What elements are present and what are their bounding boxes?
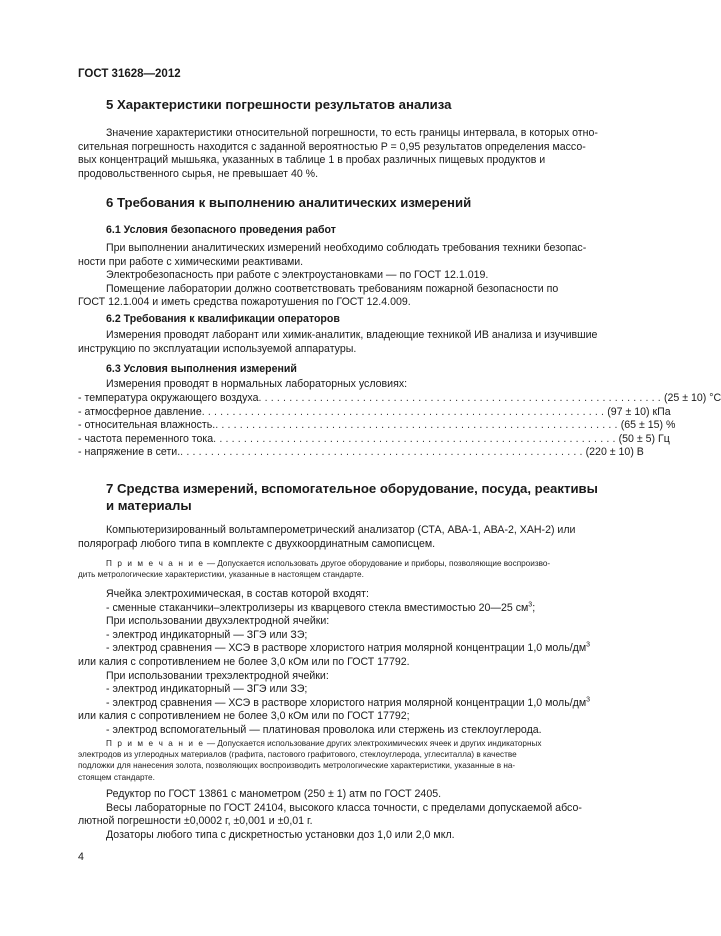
dot-leader: .................................................................. (215, 419, 621, 432)
condition-value: (220 ± 10) В (585, 446, 644, 459)
subsection-6-1-title: 6.1 Условия безопасного проведения работ (106, 224, 336, 236)
subsection-6-2-title: 6.2 Требования к квалификации операторов (106, 313, 340, 325)
conditions-intro (78, 378, 614, 392)
condition-value: (97 ± 10) кПа (607, 405, 671, 418)
subsection-6-2-text (78, 329, 614, 356)
condition-row (78, 405, 671, 420)
note-label: П р и м е ч а н и е (106, 559, 205, 568)
note-line: подложки для нанесения золота, позволяющих воспроизводить метрологические характеристики, указанные в на- (78, 761, 516, 771)
note-line (78, 738, 614, 749)
text-line: При использовании двухэлектродной ячейки: (106, 615, 330, 628)
title-line: и материалы (106, 498, 192, 513)
note-label: П р и м е ч а н и е (106, 739, 205, 748)
condition-row (78, 392, 721, 406)
text-segment: ; (532, 601, 536, 614)
condition-row (78, 446, 644, 460)
text-line: При использовании трехэлектродной ячейки: (106, 669, 329, 682)
text-line: - электрод индикаторный — ЗГЭ или ЗЭ; (106, 683, 308, 696)
section-7-title (106, 480, 616, 514)
cell-paragraph (78, 588, 614, 738)
text-line: вых концентраций мышьяка, указанных в таблице 1 в пробах различных пищевых продуктов и (78, 154, 546, 167)
text-line: инструкцию по эксплуатации используемой аппаратуры. (78, 342, 357, 355)
note-text: — Допускается использование других электрохимических ячеек и других индикаторных (206, 739, 542, 748)
condition-label: - температура окружающего воздуха (78, 392, 259, 404)
text-line: или калия с сопротивлением не более 3,0 кОм или по ГОСТ 17792; (78, 710, 410, 723)
note-line: стоящем стандарте. (78, 772, 155, 782)
dot-leader: .................................................................. (180, 446, 586, 459)
text-line: Значение характеристики относительной погрешности, то есть границы интервала, в которых отно- (106, 127, 598, 139)
dot-leader: .................................................................. (258, 392, 664, 404)
note-line: электродов из углеродных материалов (графита, пастового графитового, стеклоуглерода, углеситалла) в качестве (78, 750, 517, 760)
standard-header: ГОСТ 31628—2012 (78, 68, 181, 80)
text-line: - электрод вспомогательный — платиновая проволока или стержень из стеклоуглерода. (106, 723, 542, 736)
condition-row (78, 432, 670, 447)
condition-label: - атмосферное давление (78, 405, 202, 418)
superscript: 3 (586, 696, 591, 704)
note-2 (78, 738, 614, 783)
condition-value: (50 ± 5) Гц (618, 432, 670, 445)
condition-label: - относительная влажность. (78, 419, 216, 432)
text-line: При выполнении аналитических измерений необходимо соблюдать требования техники безопас- (106, 242, 587, 254)
text-line: - электрод индикаторный — ЗГЭ или ЗЭ; (106, 628, 308, 641)
text-segment: - сменные стаканчики–электролизеры из кварцевого стекла вместимостью 20—25 см (106, 601, 529, 614)
superscript: 3 (528, 601, 533, 609)
text-segment: - электрод сравнения — ХСЭ в растворе хлористого натрия молярной концентрации 1,0 моль/дм (106, 642, 587, 655)
superscript: 3 (586, 641, 591, 649)
text-line: сительная погрешность находится с заданной вероятностью P = 0,95 результатов определения массо- (78, 140, 586, 153)
text-line: Дозаторы любого типа с дискретностью установки доз 1,0 или 2,0 мкл. (106, 828, 455, 841)
text-line (78, 602, 614, 616)
dot-leader: .................................................................. (213, 432, 619, 445)
text-line: Измерения проводят в нормальных лабораторных условиях: (106, 378, 408, 390)
text-line: или калия с сопротивлением не более 3,0 кОм или по ГОСТ 17792. (78, 655, 410, 668)
text-line: лютной погрешности ±0,0002 г, ±0,001 и ±0,01 г. (78, 815, 313, 828)
page-number: 4 (78, 851, 84, 863)
text-line: Редуктор по ГОСТ 13861 с манометром (250 ± 1) атм по ГОСТ 2405. (106, 788, 442, 800)
text-line: Измерения проводят лаборант или химик-аналитик, владеющие техникой ИВ анализа и изучившие (106, 329, 598, 341)
title-line: 7 Средства измерений, вспомогательное оборудование, посуда, реактивы (106, 481, 598, 496)
text-line: ности при работе с химическими реактивами. (78, 255, 304, 268)
dot-leader: .................................................................. (201, 405, 608, 418)
condition-value: (25 ± 10) °С (663, 392, 721, 404)
text-line: Электробезопасность при работе с электроустановками — по ГОСТ 12.1.019. (106, 269, 489, 282)
text-line: продовольственного сырья, не превышает 40 %. (78, 167, 319, 180)
subsection-6-1-text (78, 242, 614, 310)
analyzer-paragraph (78, 524, 614, 551)
note-line: дить метрологические характеристики, указанные в настоящем стандарте. (78, 570, 364, 580)
equipment-paragraph (78, 788, 614, 842)
text-line: Помещение лаборатории должно соответствовать требованиям пожарной безопасности по (106, 282, 559, 295)
text-line: ГОСТ 12.1.004 и иметь средства пожаротушения по ГОСТ 12.4.009. (78, 296, 411, 309)
condition-value: (65 ± 15) % (620, 419, 676, 432)
section-5-title: 5 Характеристики погрешности результатов анализа (106, 97, 452, 112)
condition-label: - напряжение в сети. (78, 446, 181, 459)
text-line: Весы лабораторные по ГОСТ 24104, высокого класса точности, с пределами допускаемой абсо- (106, 801, 582, 814)
text-segment: - электрод сравнения — ХСЭ в растворе хлористого натрия молярной концентрации 1,0 моль/дм (106, 696, 587, 709)
note-line (78, 558, 614, 569)
text-line: Ячейка электрохимическая, в состав которой входят: (106, 588, 369, 600)
text-line: Компьютеризированный вольтамперометрический анализатор (СТА, АВА-1, АВА-2, ХАН-2) или (106, 524, 576, 536)
section-6-title: 6 Требования к выполнению аналитических измерений (106, 195, 472, 210)
text-line (78, 697, 614, 711)
condition-row (78, 419, 676, 433)
conditions-list (78, 392, 721, 460)
note-text: — Допускается использовать другое оборудование и приборы, позволяющие воспроизво- (206, 559, 551, 568)
text-line (78, 642, 614, 656)
condition-label: - частота переменного тока (78, 432, 214, 445)
section-5-paragraph (78, 127, 614, 181)
note-1 (78, 558, 614, 580)
subsection-6-3-title: 6.3 Условия выполнения измерений (106, 363, 297, 375)
text-line: полярограф любого типа в комплекте с двухкоординатным самописцем. (78, 537, 436, 550)
